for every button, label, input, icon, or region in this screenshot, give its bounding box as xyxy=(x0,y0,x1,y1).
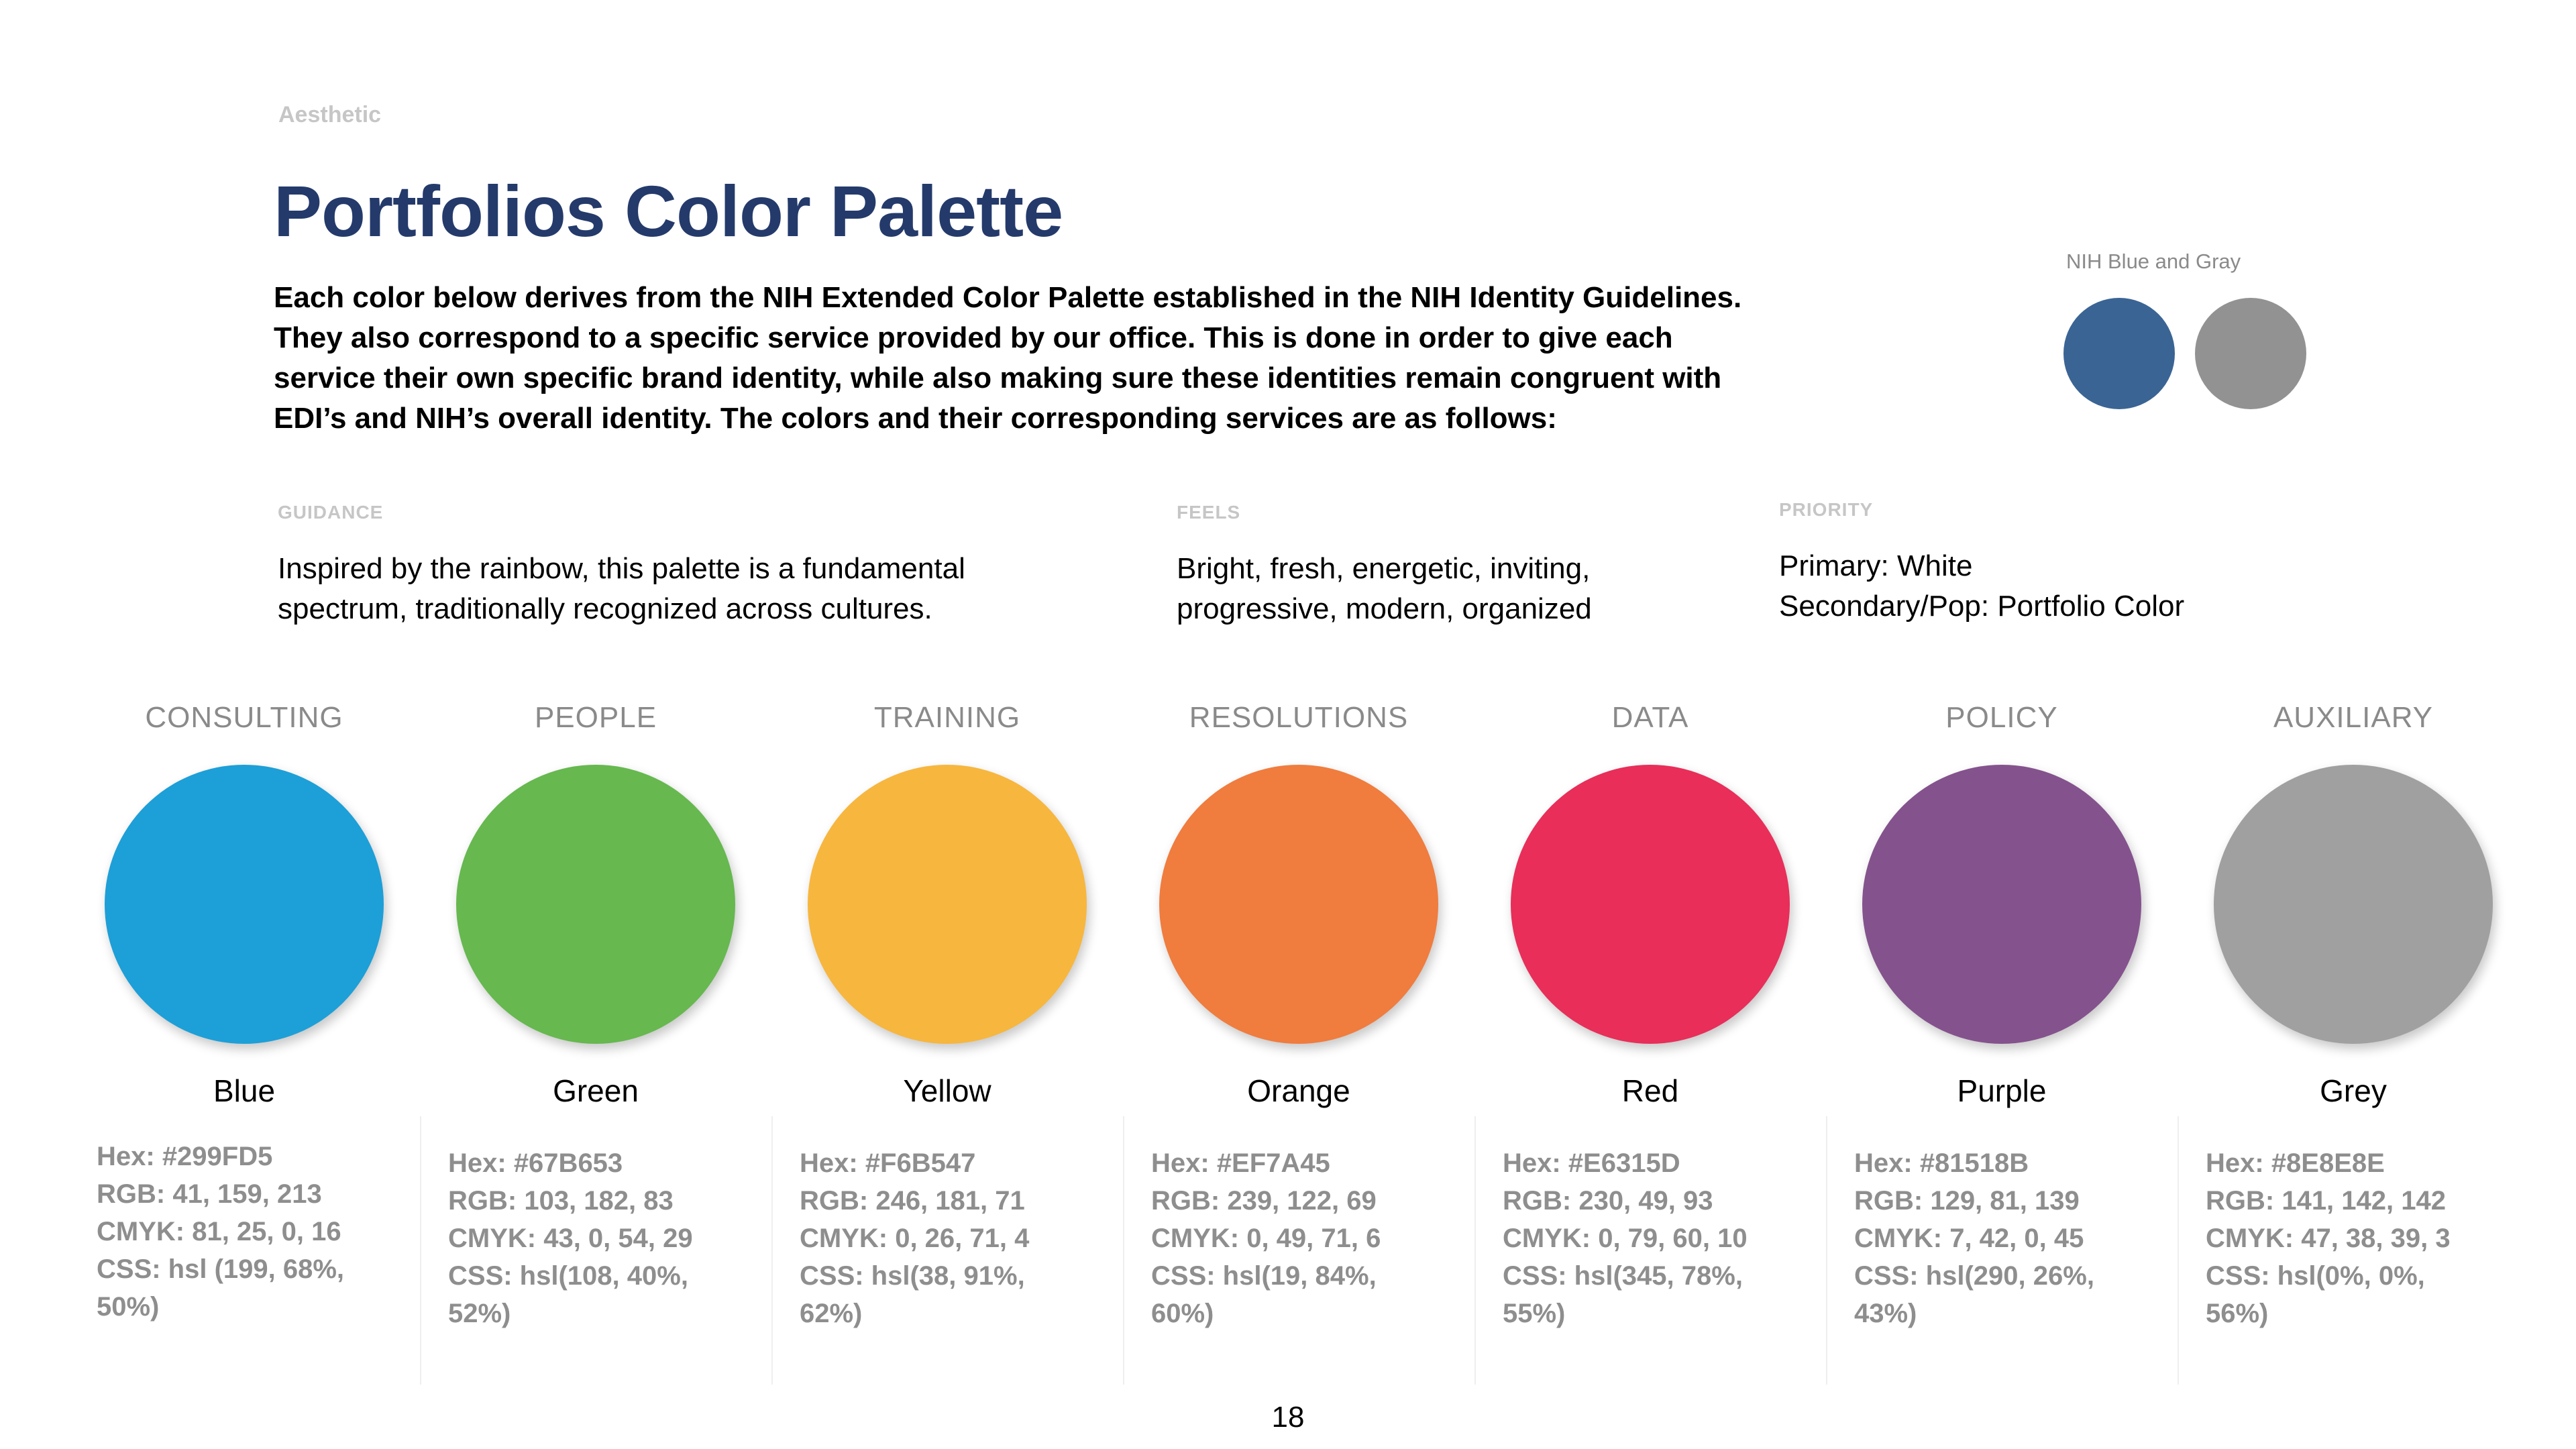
spec-rgb: RGB: 141, 142, 142 xyxy=(2206,1186,2446,1216)
palette-column-policy xyxy=(1826,698,2178,1332)
spec-cmyk: CMYK: 0, 79, 60, 10 xyxy=(1503,1224,1748,1253)
priority-label: PRIORITY xyxy=(1779,499,1874,520)
service-heading: TRAINING xyxy=(873,701,1021,734)
spec-css-cont: 55%) xyxy=(1503,1299,1566,1328)
guidance-line: spectrum, traditionally recognized across cultures. xyxy=(278,592,932,625)
color-specs xyxy=(2178,1144,2529,1332)
page-title: Portfolios Color Palette xyxy=(274,170,1063,252)
spec-css-cont: 60%) xyxy=(1151,1299,1214,1328)
color-specs xyxy=(1826,1144,2178,1332)
spec-css: CSS: hsl(345, 78%, xyxy=(1503,1261,1743,1291)
spec-css: CSS: hsl(108, 40%, xyxy=(448,1261,688,1291)
color-specs xyxy=(420,1144,771,1332)
column-divider xyxy=(2178,1116,2179,1385)
spec-rgb: RGB: 239, 122, 69 xyxy=(1151,1186,1377,1216)
service-heading: DATA xyxy=(1611,701,1689,734)
color-specs xyxy=(1123,1144,1474,1332)
spec-css: CSS: hsl (199, 68%, xyxy=(97,1254,345,1284)
spec-css-cont: 52%) xyxy=(448,1299,511,1328)
spec-cmyk: CMYK: 0, 26, 71, 4 xyxy=(800,1224,1030,1253)
intro-paragraph xyxy=(274,278,1750,439)
color-swatch-blue xyxy=(105,765,384,1044)
column-divider xyxy=(771,1116,773,1385)
feels-line: Bright, fresh, energetic, inviting, xyxy=(1177,552,1591,585)
service-heading: PEOPLE xyxy=(534,701,657,734)
guidance-text xyxy=(278,549,965,629)
color-name: Green xyxy=(553,1073,639,1108)
priority-line: Secondary/Pop: Portfolio Color xyxy=(1779,590,2185,623)
color-swatch-grey xyxy=(2214,765,2493,1044)
spec-css-cont: 43%) xyxy=(1854,1299,1917,1328)
color-swatch-purple xyxy=(1862,765,2141,1044)
palette-column-resolutions xyxy=(1123,698,1474,1332)
spec-rgb: RGB: 103, 182, 83 xyxy=(448,1186,674,1216)
spec-rgb: RGB: 246, 181, 71 xyxy=(800,1186,1025,1216)
intro-line: service their own specific brand identity, while also making sure these identities remain congruent with xyxy=(274,362,1722,394)
column-divider xyxy=(1826,1116,1827,1385)
color-name: Blue xyxy=(213,1073,276,1108)
spec-cmyk: CMYK: 47, 38, 39, 3 xyxy=(2206,1224,2451,1253)
nih-colors-label: NIH Blue and Gray xyxy=(2066,250,2241,273)
page-number: 18 xyxy=(1271,1401,1305,1434)
service-heading: POLICY xyxy=(1945,701,2058,734)
color-name: Purple xyxy=(1957,1073,2047,1108)
color-name: Grey xyxy=(2320,1073,2387,1108)
feels-line: progressive, modern, organized xyxy=(1177,592,1592,625)
spec-rgb: RGB: 41, 159, 213 xyxy=(97,1179,322,1209)
color-name: Red xyxy=(1621,1073,1679,1108)
color-swatch-red xyxy=(1511,765,1790,1044)
palette-column-people xyxy=(420,698,771,1332)
spec-hex: Hex: #E6315D xyxy=(1503,1148,1680,1178)
spec-css: CSS: hsl(0%, 0%, xyxy=(2206,1261,2425,1291)
column-divider xyxy=(420,1116,421,1385)
color-swatch-yellow xyxy=(808,765,1087,1044)
spec-css: CSS: hsl(290, 26%, xyxy=(1854,1261,2094,1291)
spec-css-cont: 56%) xyxy=(2206,1299,2269,1328)
guidance-line: Inspired by the rainbow, this palette is a fundamental xyxy=(278,552,965,585)
guidance-label: GUIDANCE xyxy=(278,502,384,523)
nih-gray-swatch xyxy=(2195,298,2306,409)
color-specs xyxy=(771,1144,1123,1332)
service-heading: AUXILIARY xyxy=(2273,701,2434,734)
spec-hex: Hex: #67B653 xyxy=(448,1148,623,1178)
column-divider xyxy=(1123,1116,1124,1385)
spec-hex: Hex: #F6B547 xyxy=(800,1148,976,1178)
spec-hex: Hex: #299FD5 xyxy=(97,1142,273,1171)
palette-column-consulting xyxy=(68,698,420,1326)
color-specs xyxy=(68,1138,420,1326)
color-name: Orange xyxy=(1247,1073,1350,1108)
color-swatch-orange xyxy=(1159,765,1438,1044)
spec-hex: Hex: #81518B xyxy=(1854,1148,2029,1178)
feels-text xyxy=(1177,549,1592,629)
intro-line: EDI’s and NIH’s overall identity. The colors and their corresponding services are as follows: xyxy=(274,402,1557,435)
priority-line: Primary: White xyxy=(1779,549,1973,582)
spec-cmyk: CMYK: 0, 49, 71, 6 xyxy=(1151,1224,1381,1253)
service-heading: CONSULTING xyxy=(145,701,343,734)
feels-label: FEELS xyxy=(1177,502,1241,523)
spec-css: CSS: hsl(19, 84%, xyxy=(1151,1261,1377,1291)
spec-cmyk: CMYK: 43, 0, 54, 29 xyxy=(448,1224,693,1253)
column-divider xyxy=(1474,1116,1476,1385)
spec-cmyk: CMYK: 7, 42, 0, 45 xyxy=(1854,1224,2084,1253)
color-name: Yellow xyxy=(903,1073,991,1108)
palette-column-training xyxy=(771,698,1123,1332)
spec-css-cont: 62%) xyxy=(800,1299,863,1328)
palette-column-data xyxy=(1474,698,1826,1332)
intro-line: They also correspond to a specific service provided by our office. This is done in order to give each xyxy=(274,321,1673,354)
color-swatch-green xyxy=(456,765,735,1044)
color-specs xyxy=(1474,1144,1826,1332)
spec-cmyk: CMYK: 81, 25, 0, 16 xyxy=(97,1217,341,1246)
priority-text xyxy=(1779,546,2184,627)
intro-line: Each color below derives from the NIH Extended Color Palette established in the NIH Identity Guidelines. xyxy=(274,281,1742,314)
spec-css: CSS: hsl(38, 91%, xyxy=(800,1261,1025,1291)
nih-blue-swatch xyxy=(2063,298,2175,409)
palette-column-auxiliary xyxy=(2178,698,2529,1332)
eyebrow-label: Aesthetic xyxy=(278,102,382,127)
spec-hex: Hex: #EF7A45 xyxy=(1151,1148,1330,1178)
spec-css-cont: 50%) xyxy=(97,1292,160,1322)
service-heading: RESOLUTIONS xyxy=(1189,701,1409,734)
spec-rgb: RGB: 230, 49, 93 xyxy=(1503,1186,1713,1216)
spec-hex: Hex: #8E8E8E xyxy=(2206,1148,2385,1178)
spec-rgb: RGB: 129, 81, 139 xyxy=(1854,1186,2080,1216)
